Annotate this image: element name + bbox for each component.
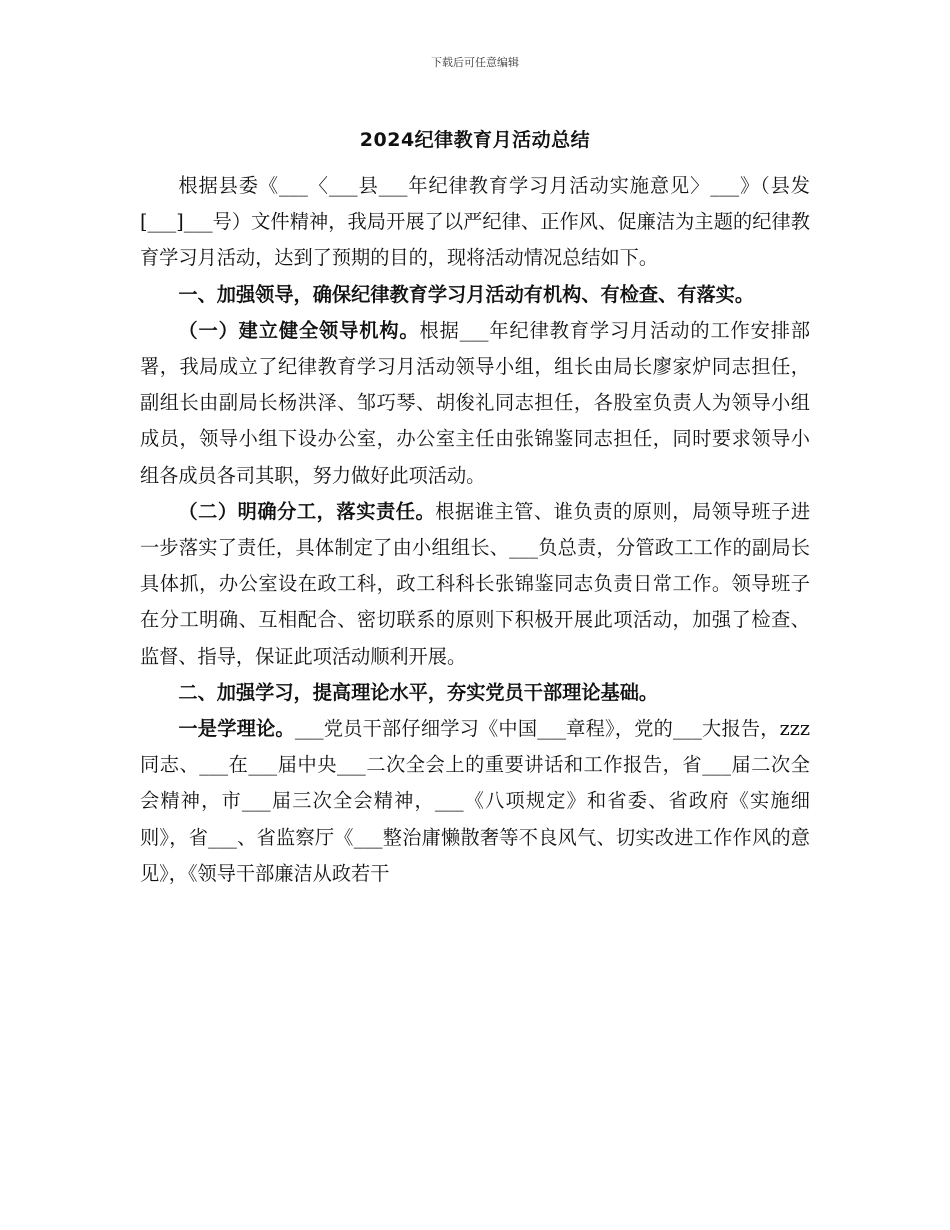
section-heading-2 [140, 675, 810, 711]
heading-text: 二、加强学习，提高理论水平，夯实党员干部理论基础。 [178, 680, 659, 704]
paragraph-lead: （二）明确分工，落实责任。 [178, 499, 436, 523]
document-title: 2024纪律教育月活动总结 [359, 129, 591, 151]
paragraph-text: 根据县委《___〈___县___年纪律教育学习月活动实施意见〉___》（县发[___]___号）文件精神，我局开展了以严纪律、正作风、促廉洁为主题的纪律教育学习月活动，达到了预期的目的，现将活动情况总结如下。 [140, 174, 810, 270]
paragraph-text: 根据___年纪律教育学习月活动的工作安排部署，我局成立了纪律教育学习月活动领导小组，组长由局长廖家炉同志担任，副组长由副局长杨洪泽、邹巧琴、胡俊礼同志担任，各股室负责人为领导小组成员，领导小组下设办公室，办公室主任由张锦鉴同志担任，同时要求领导小组各成员各司其职，努力做好此项活动。 [140, 318, 811, 487]
subsection-paragraph-1 [140, 313, 810, 494]
study-paragraph [140, 711, 810, 892]
document-body [140, 168, 810, 892]
paragraph-lead: （一）建立健全领导机构。 [178, 318, 420, 342]
paragraph-text: ___党员干部仔细学习《中国___章程》，党的___大报告，zzz同志、___在___届中央___二次全会上的重要讲话和工作报告，省___届二次全会精神，市___届三次全会精神，___《八项规定》和省委、省政府《实施细则》，省___、省监察厅《___整治庸懒散奢等不良风气、切实改进工作作风的意见》，《领导干部廉洁从政若干 [140, 717, 810, 885]
subsection-paragraph-2 [140, 494, 810, 675]
section-heading-1 [140, 277, 810, 313]
intro-paragraph [140, 168, 810, 277]
paragraph-text: 根据谁主管、谁负责的原则，局领导班子进一步落实了责任，具体制定了由小组组长、___负总责，分管政工工作的副局长具体抓，办公室设在政工科，政工科科长张锦鉴同志负责日常工作。领导班子在分工明确、互相配合、密切联系的原则下积极开展此项活动，加强了检查、监督、指导，保证此项活动顺利开展。 [140, 499, 811, 668]
paragraph-lead: 一是学理论。 [178, 717, 295, 741]
heading-text: 一、加强领导，确保纪律教育学习月活动有机构、有检查、有落实。 [178, 282, 755, 306]
header-note: 下载后可任意编辑 [431, 56, 519, 69]
